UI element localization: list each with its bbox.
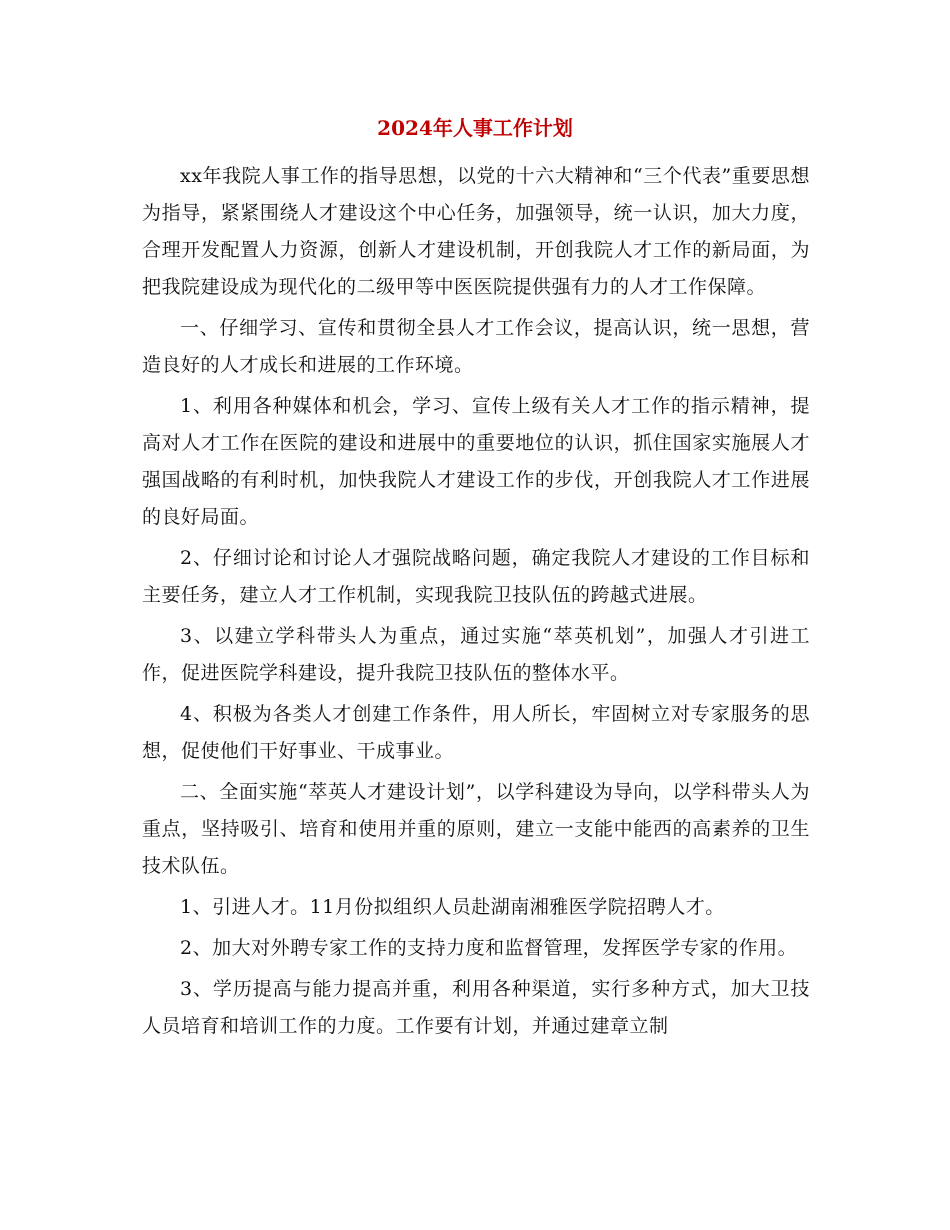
paragraph-item-1-4: 4、积极为各类人才创建工作条件，用人所长，牢固树立对专家服务的思想，促使他们干好事业、干成事业。 bbox=[142, 703, 810, 762]
paragraph-section-2-heading: 二、全面实施“萃英人才建设计划”，以学科建设为导向，以学科带头人为重点，坚持吸引、培育和使用并重的原则，建立一支能中能西的高素养的卫生技术队伍。 bbox=[142, 781, 810, 877]
document-body bbox=[142, 158, 810, 1049]
paragraph-item-2-3: 3、学历提高与能力提高并重，利用各种渠道，实行多种方式，加大卫技人员培育和培训工作的力度。工作要有计划，并通过建章立制 bbox=[142, 978, 810, 1037]
paragraph-intro: xx年我院人事工作的指导思想，以党的十六大精神和“三个代表”重要思想为指导，紧紧围绕人才建设这个中心任务，加强领导，统一认识，加大力度，合理开发配置人力资源，创新人才建设机制，开创我院人才工作的新局面，为把我院建设成为现代化的二级甲等中医医院提供强有力的人才工作保障。 bbox=[142, 165, 810, 298]
paragraph-item-1-2: 2、仔细讨论和讨论人才强院战略问题，确定我院人才建设的工作目标和主要任务，建立人才工作机制，实现我院卫技队伍的跨越式进展。 bbox=[142, 547, 810, 606]
paragraph-item-1-3: 3、以建立学科带头人为重点，通过实施“萃英机划”，加强人才引进工作，促进医院学科建设，提升我院卫技队伍的整体水平。 bbox=[142, 625, 810, 684]
document-title: 2024年人事工作计划 bbox=[377, 116, 573, 140]
paragraph-item-1-1: 1、利用各种媒体和机会，学习、宣传上级有关人才工作的指示精神，提高对人才工作在医院的建设和进展中的重要地位的认识，抓住国家实施展人才强国战略的有利时机，加快我院人才建设工作的步伐，开创我院人才工作进展的良好局面。 bbox=[142, 395, 810, 528]
paragraph-item-2-2: 2、加大对外聘专家工作的支持力度和监督管理，发挥医学专家的作用。 bbox=[180, 937, 798, 959]
paragraph-section-1-heading: 一、仔细学习、宣传和贯彻全县人才工作会议，提高认识，统一思想，营造良好的人才成长和进展的工作环境。 bbox=[142, 317, 810, 376]
paragraph-item-2-1: 1、引进人才。11月份拟组织人员赴湖南湘雅医学院招聘人才。 bbox=[180, 896, 725, 918]
